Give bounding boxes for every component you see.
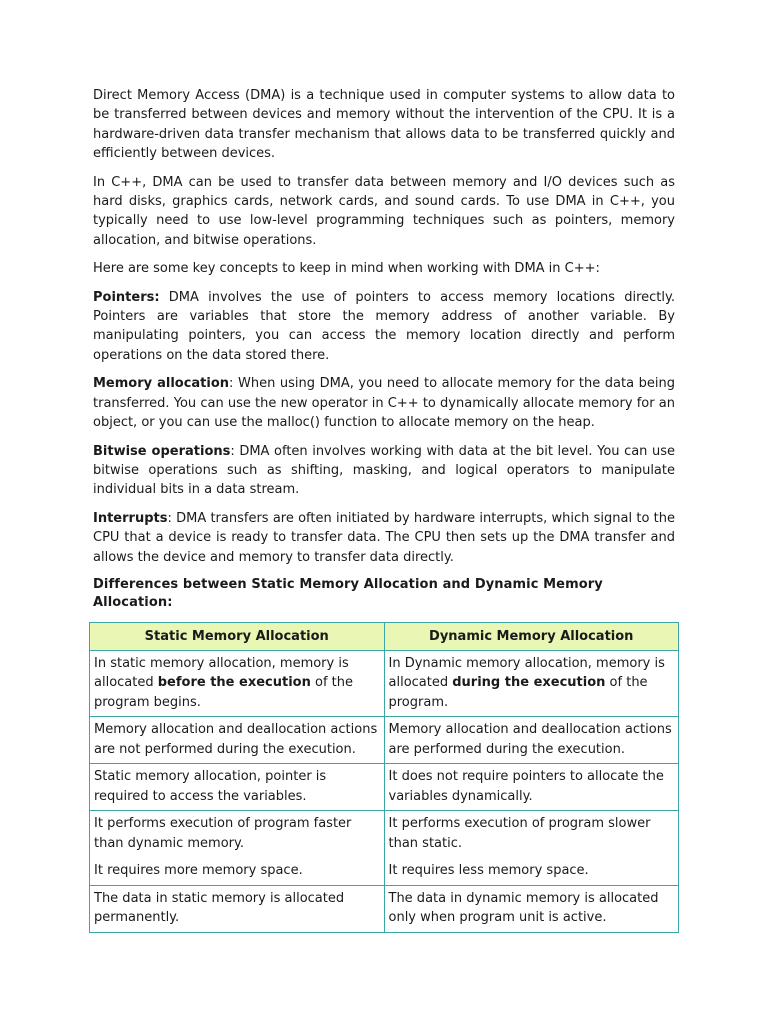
- intro-paragraph-2: In C++, DMA can be used to transfer data between memory and I/O devices such as hard disks, graphics cards, network cards, and sound cards. To use DMA in C++, you typically need to use low-level programming techniques such as pointers, memory allocation, and bitwise operations.: [93, 174, 675, 248]
- cell-text: of the program begins.: [94, 675, 354, 710]
- concept-text: : DMA transfers are often initiated by hardware interrupts, which signal to the CPU that a device is ready to transfer data. The CPU then sets up the DMA transfer and allows the device and memory to transfer data directly.: [93, 510, 675, 565]
- cell-text: It performs execution of program slower than static.: [388, 816, 651, 851]
- table-row: [90, 764, 679, 811]
- cell-text: In Dynamic memory allocation, memory is allocated: [388, 655, 665, 691]
- cell-dynamic: [384, 811, 679, 886]
- comparison-table: [89, 622, 679, 933]
- cell-dynamic: The data in dynamic memory is allocated only when program unit is active.: [384, 885, 679, 932]
- concept-term: Pointers:: [93, 289, 160, 305]
- table-heading: Differences between Static Memory Allocation and Dynamic Memory Allocation:: [93, 576, 603, 610]
- cell-text: It requires less memory space.: [388, 863, 589, 879]
- cell-static: The data in static memory is allocated permanently.: [90, 885, 385, 932]
- cell-bold-text: before the execution: [157, 675, 311, 691]
- cell-text: It performs execution of program faster than dynamic memory.: [94, 816, 352, 851]
- table-row: [90, 811, 679, 886]
- concept-text: : When using DMA, you need to allocate memory for the data being transferred. You can use the new operator in C++ to dynamically allocate memory for an object, or you can use the malloc() function to allocate memory on the heap.: [93, 376, 676, 431]
- document-page: [93, 86, 675, 933]
- concept-text: DMA involves the use of pointers to access memory locations directly. Pointers are variables that store the memory address of another variable. By manipulating pointers, you can access the memory location directly and perform operations on the data stored there.: [93, 289, 675, 363]
- table-row: [90, 650, 679, 717]
- cell-bold-text: during the execution: [452, 675, 606, 691]
- concept-term: Bitwise operations: [93, 443, 231, 459]
- table-header-row: [90, 622, 679, 650]
- cell-dynamic: [384, 650, 679, 717]
- cell-static: Static memory allocation, pointer is required to access the variables.: [90, 764, 385, 811]
- concept-term: Memory allocation: [93, 376, 230, 392]
- cell-dynamic: Memory allocation and deallocation actions are performed during the execution.: [384, 717, 679, 764]
- cell-dynamic: It does not require pointers to allocate the variables dynamically.: [384, 764, 679, 811]
- cell-text: In static memory allocation, memory is allocated: [94, 655, 349, 691]
- concept-text: : DMA often involves working with data at the bit level. You can use bitwise operations such as shifting, masking, and logical operators to manipulate individual bits in a data stream.: [93, 443, 675, 498]
- table-row: [90, 885, 679, 932]
- concept-term: Interrupts: [93, 510, 168, 526]
- cell-static: [90, 650, 385, 717]
- concept-interrupts: [93, 509, 675, 567]
- concept-pointers: [93, 288, 675, 366]
- concept-memory-allocation: [93, 374, 675, 432]
- cell-static: [90, 811, 385, 886]
- header-dynamic: Dynamic Memory Allocation: [384, 622, 679, 650]
- cell-static: Memory allocation and deallocation actions are not performed during the execution.: [90, 717, 385, 764]
- cell-text: of the program.: [388, 675, 648, 710]
- intro-paragraph-1: Direct Memory Access (DMA) is a technique used in computer systems to allow data to be transferred between devices and memory without the intervention of the CPU. It is a hardware-driven data transfer mechanism that allows data to be transferred quickly and efficiently between devices.: [93, 88, 675, 162]
- cell-text: It requires more memory space.: [94, 863, 303, 879]
- concept-bitwise-operations: [93, 442, 675, 500]
- intro-paragraph-3: Here are some key concepts to keep in mind when working with DMA in C++:: [93, 261, 600, 277]
- header-static: Static Memory Allocation: [90, 622, 385, 650]
- table-row: [90, 717, 679, 764]
